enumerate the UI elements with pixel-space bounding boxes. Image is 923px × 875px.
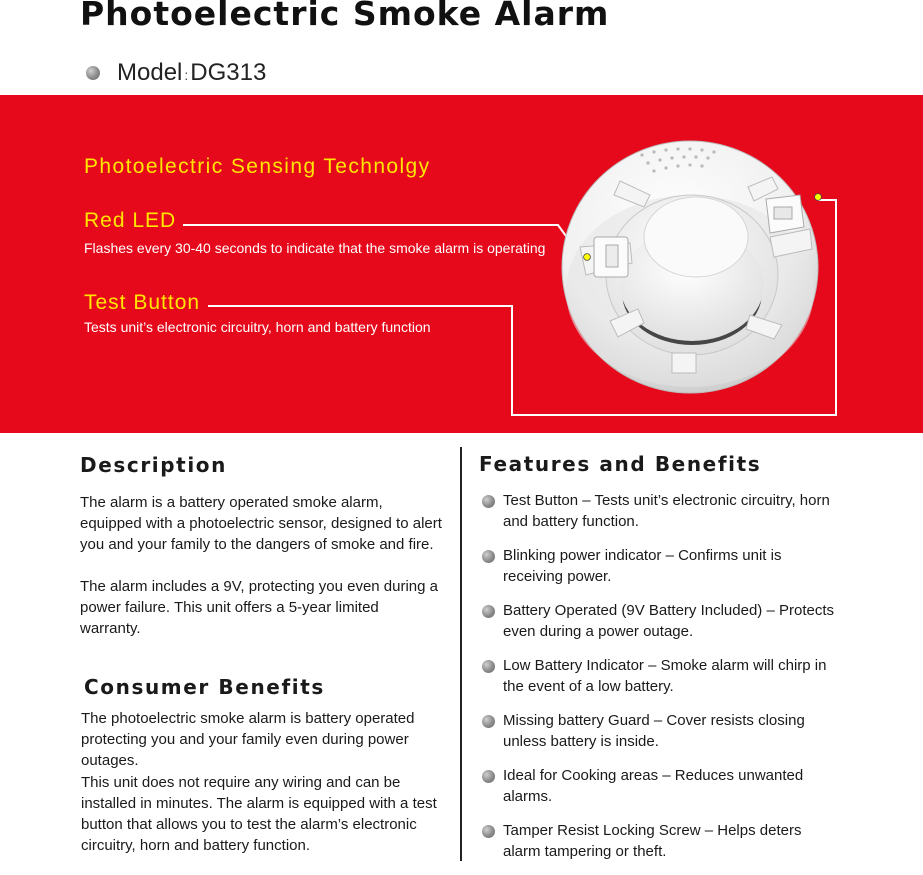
feature-text: Ideal for Cooking areas – Reduces unwanted alarms. xyxy=(503,767,804,805)
bullet-icon xyxy=(482,715,495,728)
model-row xyxy=(86,58,266,88)
list-item xyxy=(480,600,843,655)
test-button-description: Tests unit’s electronic circuitry, horn and battery function xyxy=(84,319,431,335)
list-item xyxy=(480,490,843,545)
list-item xyxy=(480,820,843,875)
description-paragraph-1: The alarm is a battery operated smoke alarm, equipped with a photoelectric sensor, designed to alert you and your family to the dangers of smoke and fire. xyxy=(80,494,442,553)
model-label: Model xyxy=(117,59,183,86)
column-divider xyxy=(460,447,462,861)
bullet-icon xyxy=(86,66,100,80)
feature-text: Low Battery Indicator – Smoke alarm will chirp in the event of a low battery. xyxy=(503,657,827,695)
red-led-description: Flashes every 30-40 seconds to indicate that the smoke alarm is operating xyxy=(84,240,546,256)
description-paragraph-2: The alarm includes a 9V, protecting you even during a power failure. This unit offers a 5-year limited warranty. xyxy=(80,578,439,637)
list-item xyxy=(480,765,843,820)
model-value: DG313 xyxy=(190,59,267,86)
bullet-icon xyxy=(482,660,495,673)
smoke-alarm-image xyxy=(560,125,850,405)
bullet-icon xyxy=(482,770,495,783)
features-list xyxy=(480,490,843,875)
consumer-benefits-paragraph-2: This unit does not require any wiring and can be installed in minutes. The alarm is equipped with a test button that allows you to test the alarm’s electronic circuitry, horn and battery function. xyxy=(81,774,437,854)
list-item xyxy=(480,710,843,765)
test-button-heading: Test Button xyxy=(84,291,201,314)
feature-text: Test Button – Tests unit’s electronic circuitry, horn and battery function. xyxy=(503,492,830,530)
feature-text: Battery Operated (9V Battery Included) – Protects even during a power outage. xyxy=(503,602,834,640)
page-title: Photoelectric Smoke Alarm xyxy=(80,0,610,33)
bullet-icon xyxy=(482,550,495,563)
feature-text: Blinking power indicator – Confirms unit is receiving power. xyxy=(503,547,782,585)
consumer-benefits-heading: Consumer Benefits xyxy=(84,675,325,699)
consumer-benefits-paragraph-1: The photoelectric smoke alarm is battery operated protecting you and your family even during power outages. xyxy=(81,710,415,769)
red-led-heading: Red LED xyxy=(84,209,177,232)
model-separator: : xyxy=(184,67,189,83)
list-item xyxy=(480,545,843,600)
product-banner xyxy=(0,95,923,433)
feature-text: Tamper Resist Locking Screw – Helps deters alarm tampering or theft. xyxy=(503,822,802,860)
banner-heading: Photoelectric Sensing Technolgy xyxy=(84,155,431,178)
features-heading: Features and Benefits xyxy=(479,452,762,476)
bullet-icon xyxy=(482,825,495,838)
description-heading: Description xyxy=(80,453,227,477)
list-item xyxy=(480,655,843,710)
bullet-icon xyxy=(482,495,495,508)
feature-text: Missing battery Guard – Cover resists closing unless battery is inside. xyxy=(503,712,805,750)
bullet-icon xyxy=(482,605,495,618)
